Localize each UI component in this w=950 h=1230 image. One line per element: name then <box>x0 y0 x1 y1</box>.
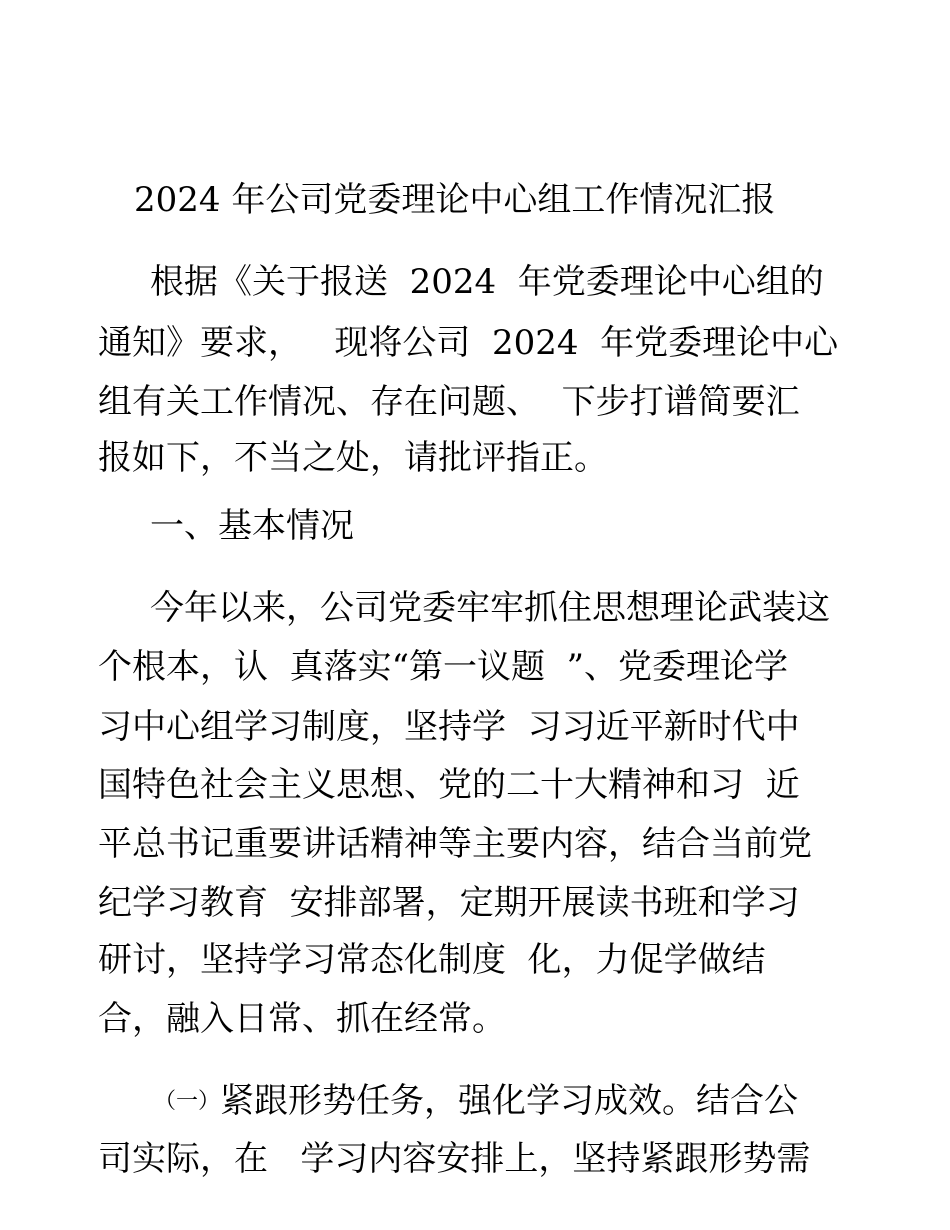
section1-line-3: 习中心组学习制度，坚持学 习习近平新时代中 <box>98 707 800 747</box>
subsection1-line-1 <box>154 1071 950 1131</box>
section1-line-7: 研讨，坚持学习常态化制度 化，力促学做结 <box>98 940 766 980</box>
subsection1-title-text: 紧跟形势任务，强化学习成效。结合公 <box>220 1081 799 1121</box>
intro-line-1: 根据《关于报送 2024 年党委理论中心组的 <box>150 262 824 302</box>
intro-line-4: 报如下，不当之处，请批评指正。 <box>98 438 608 478</box>
section-heading-basic-situation: 一、基本情况 <box>150 506 354 546</box>
section1-line-4: 国特色社会主义思想、党的二十大精神和习 近 <box>98 765 800 805</box>
section1-line-1: 今年以来，公司党委牢牢抓住思想理论武装这 <box>150 588 830 628</box>
subsection-marker: （一） <box>154 1089 221 1114</box>
intro-line-3: 组有关工作情况、存在问题、 下步打谱简要汇 <box>98 382 800 422</box>
document-title: 2024 年公司党委理论中心组工作情况汇报 <box>134 180 776 220</box>
section1-line-2: 个根本，认 真落实“第一议题 ”、党委理论学 <box>98 647 788 687</box>
section1-line-8: 合，融入日常、抓在经常。 <box>98 999 506 1039</box>
section1-line-6: 纪学习教育 安排部署，定期开展读书班和学习 <box>98 883 800 923</box>
subsection1-line-2: 司实际，在 学习内容安排上，坚持紧跟形势需 <box>98 1139 811 1179</box>
intro-line-2: 通知》要求， 现将公司 2024 年党委理论中心 <box>98 323 839 363</box>
section1-line-5: 平总书记重要讲话精神等主要内容，结合当前党 <box>98 824 812 864</box>
